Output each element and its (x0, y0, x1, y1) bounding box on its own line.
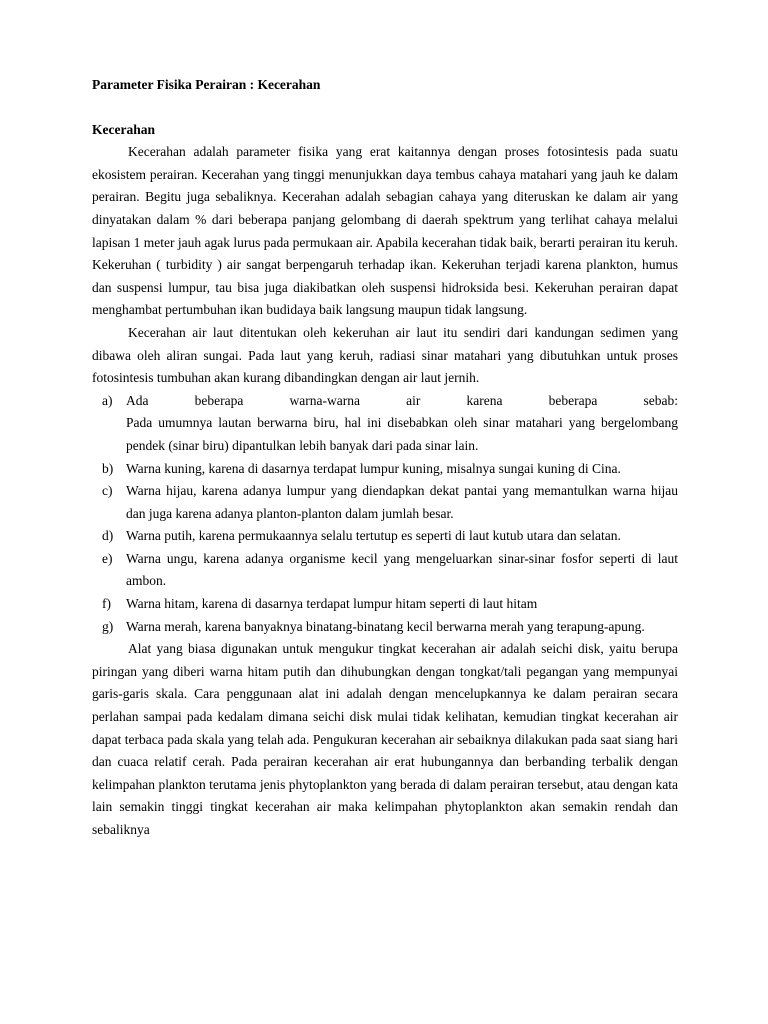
list-item-text: Warna ungu, karena adanya organisme kecil yang mengeluarkan sinar-sinar fosfor seperti di laut ambon. (126, 550, 678, 589)
list-item-text: Warna merah, karena banyaknya binatang-binatang kecil berwarna merah yang terapung-apung. (126, 618, 645, 634)
list-marker: b) (102, 460, 114, 476)
list-item-text: Pada umumnya lautan berwarna biru, hal ini disebabkan oleh sinar matahari yang bergelombang pendek (sinar biru) dipantulkan lebih banyak dari pada sinar lain. (126, 415, 678, 453)
lead-word: warna-warna (289, 392, 360, 408)
document-content (92, 74, 678, 842)
list-item-text: Warna putih, karena permukaannya selalu tertutup es seperti di laut kutub utara dan selatan. (126, 528, 621, 544)
list-item (92, 548, 678, 593)
paragraph: Kecerahan air laut ditentukan oleh kekeruhan air laut itu sendiri dari kandungan sedimen yang dibawa oleh aliran sungai. Pada laut yang keruh, radiasi sinar matahari yang dibutuhkan untuk proses fotosintesis tumbuhan akan kurang dibandingkan dengan air laut jernih. (92, 324, 678, 386)
list-marker: c) (102, 483, 113, 499)
lead-word: sebab: (643, 392, 678, 408)
list-item (92, 525, 678, 548)
list-item-lead (126, 390, 678, 413)
document-title: Parameter Fisika Perairan : Kecerahan (92, 77, 321, 92)
paragraph: Kecerahan adalah parameter fisika yang erat kaitannya dengan proses fotosintesis pada suatu ekosistem perairan. Kecerahan yang tinggi menunjukkan daya tembus cahaya matahari yang jauh ke dalam perairan. Begitu juga sebaliknya. Kecerahan adalah sebagian cahaya yang diteruskan ke dalam air yang dinyatakan dalam % dari beberapa panjang gelombang di daerah spektrum yang terlihat cahaya melalui lapisan 1 meter jauh agak lurus pada permukaan air. Apabila kecerahan tidak baik, berarti perairan itu keruh. Kekeruhan ( turbidity ) air sangat berpengaruh terhadap ikan. Kekeruhan terjadi karena plankton, humus dan suspensi lumpur, tau bisa juga diakibatkan oleh suspensi hidroksida besi. Kekeruhan perairan dapat menghambat pertumbuhan ikan budidaya baik langsung maupun tidak langsung. (92, 144, 678, 318)
section-heading: Kecerahan (92, 121, 155, 137)
list-item (92, 480, 678, 525)
lead-word: beberapa (194, 392, 244, 408)
lead-word: air (406, 392, 421, 408)
list-item (92, 593, 678, 616)
list-marker: d) (102, 528, 114, 544)
lead-word: karena (466, 392, 503, 408)
paragraph: Alat yang biasa digunakan untuk mengukur tingkat kecerahan air adalah seichi disk, yaitu berupa piringan yang diberi warna hitam putih dan dihubungkan dengan tongkat/tali pegangan yang mempunyai garis-garis skala. Cara penggunaan alat ini adalah dengan mencelupkannya ke dalam perairan secara perlahan sampai pada kedalam dimana seichi disk mulai tidak kelihatan, kemudian tingkat kecerahan air dapat terbaca pada skala yang telah ada. Pengukuran kecerahan air sebaiknya dilakukan pada saat siang hari dan cuaca relatif cerah. Pada perairan kecerahan air erat hubungannya dan berbanding terbalik dengan kelimpahan plankton terutama jenis phytoplankton yang berada di dalam perairan tersebut, atau dengan kata lain semakin tinggi tingkat kecerahan air maka kelimpahan phytoplankton akan semakin rendah dan sebaliknya (92, 641, 678, 837)
list-marker: g) (102, 618, 114, 634)
list-item-text: Warna hitam, karena di dasarnya terdapat lumpur hitam seperti di laut hitam (126, 596, 538, 612)
list-item-text: Warna hijau, karena adanya lumpur yang diendapkan dekat pantai yang memantulkan warna hijau dan juga karena adanya planton-planton dalam jumlah besar. (126, 483, 678, 521)
color-list (92, 390, 678, 639)
lead-word: Ada (126, 392, 149, 408)
list-marker: f) (102, 596, 111, 612)
list-item (92, 616, 678, 639)
list-marker: a) (102, 392, 113, 408)
list-item-text: Warna kuning, karena di dasarnya terdapat lumpur kuning, misalnya sungai kuning di Cina. (126, 460, 621, 476)
list-item (92, 458, 678, 481)
lead-word: beberapa (548, 392, 598, 408)
list-item (92, 390, 678, 458)
list-marker: e) (102, 550, 113, 566)
